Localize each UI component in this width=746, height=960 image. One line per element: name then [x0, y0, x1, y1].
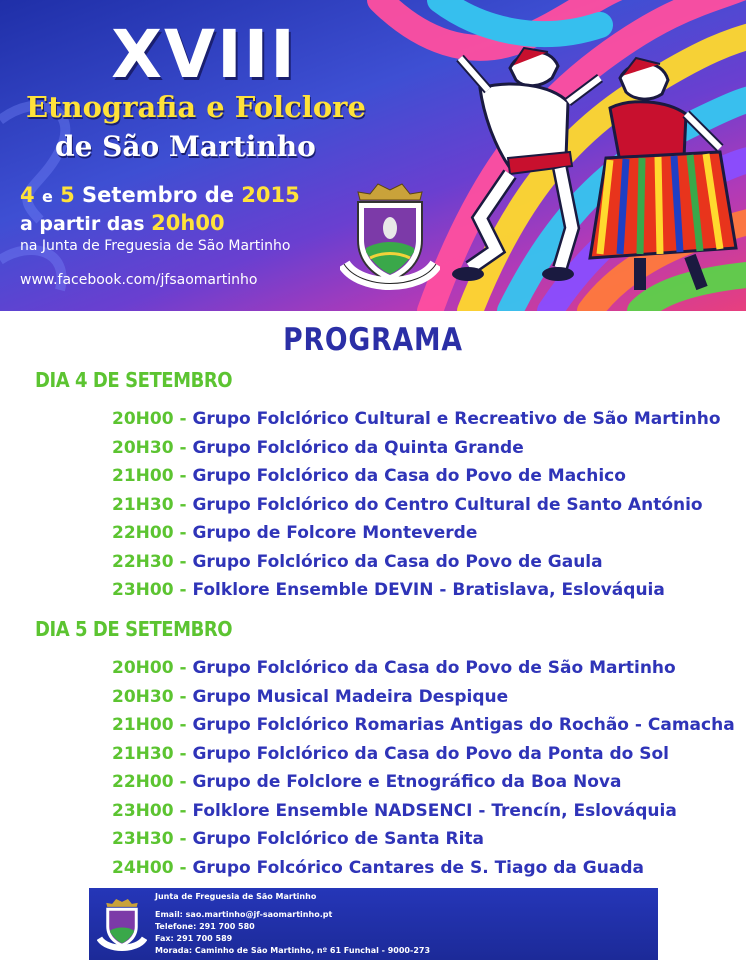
schedule-row [112, 495, 703, 515]
footer-email[interactable]: Email: sao.martinho@jf-saomartinho.pt [155, 910, 333, 919]
schedule-time: 22H30 - [112, 552, 187, 572]
schedule-time: 20H30 - [112, 438, 187, 458]
date-month: Setembro de [82, 183, 234, 207]
schedule-group: Grupo de Folclore e Etnográfico da Boa Nova [192, 772, 622, 792]
schedule-time: 22H00 - [112, 523, 187, 543]
schedule-row [112, 580, 665, 600]
schedule-group: Grupo Folclórico da Quinta Grande [192, 438, 524, 458]
event-dates [20, 183, 300, 207]
schedule-row [112, 744, 669, 764]
schedule-time: 24H00 - [112, 858, 187, 878]
event-title: Etnografia e Folclore [26, 90, 366, 124]
schedule-time: 23H00 - [112, 801, 187, 821]
schedule-row [112, 801, 677, 821]
schedule-group: Grupo Musical Madeira Despique [192, 687, 509, 707]
schedule-group: Grupo Folclórico Cultural e Recreativo de São Martinho [192, 409, 721, 429]
schedule-row [112, 438, 524, 458]
start-prefix: a partir das [20, 213, 145, 235]
schedule-time: 20H30 - [112, 687, 187, 707]
schedule-group: Grupo Folclórico da Casa do Povo de São Martinho [192, 658, 676, 678]
schedule-time: 21H00 - [112, 715, 187, 735]
schedule-row [112, 715, 735, 735]
parish-crest-icon [340, 178, 440, 296]
facebook-link[interactable]: www.facebook.com/jfsaomartinho [20, 272, 258, 288]
schedule-group: Folklore Ensemble DEVIN - Bratislava, Eslováquia [192, 580, 665, 600]
date-year: 2015 [241, 183, 300, 207]
schedule-group: Grupo Folclórico do Centro Cultural de Santo António [192, 495, 703, 515]
schedule-group: Grupo Folclórico da Casa do Povo de Gaula [192, 552, 603, 572]
schedule-group: Grupo Folcórico Cantares de S. Tiago da Guada [192, 858, 644, 878]
schedule-row [112, 552, 603, 572]
schedule-time: 21H30 - [112, 495, 187, 515]
schedule-row [112, 829, 484, 849]
schedule-group: Folklore Ensemble NADSENCI - Trencín, Eslováquia [192, 801, 677, 821]
contact-footer [89, 888, 658, 960]
schedule-row [112, 858, 644, 878]
schedule-time: 20H00 - [112, 409, 187, 429]
schedule-time: 22H00 - [112, 772, 187, 792]
date-connector: e [41, 187, 53, 206]
header-banner [0, 0, 746, 311]
footer-fax: Fax: 291 700 589 [155, 934, 233, 943]
schedule-group: Grupo Folclórico Romarias Antigas do Rochão - Camacha [192, 715, 735, 735]
schedule-time: 23H00 - [112, 580, 187, 600]
footer-org-name: Junta de Freguesia de São Martinho [155, 892, 317, 901]
parish-crest-small-icon [97, 896, 147, 954]
start-hour: 20h00 [151, 211, 225, 235]
programme-title: PROGRAMA [283, 322, 463, 358]
event-subtitle: de São Martinho [55, 130, 316, 163]
schedule-row [112, 687, 508, 707]
schedule-group: Grupo de Folcore Monteverde [192, 523, 478, 543]
schedule-row [112, 523, 477, 543]
day-heading: DIA 4 DE SETEMBRO [35, 368, 233, 392]
footer-phone: Telefone: 291 700 580 [155, 922, 255, 931]
schedule-group: Grupo Folclórico da Casa do Povo da Ponta do Sol [192, 744, 669, 764]
schedule-row [112, 409, 721, 429]
date-day-a: 4 [20, 183, 35, 207]
schedule-group: Grupo Folclórico da Casa do Povo de Machico [192, 466, 626, 486]
schedule-row [112, 772, 621, 792]
date-day-b: 5 [60, 183, 75, 207]
schedule-group: Grupo Folclórico de Santa Rita [192, 829, 485, 849]
schedule-time: 20H00 - [112, 658, 187, 678]
folk-dancers-illustration [440, 18, 746, 308]
schedule-time: 21H30 - [112, 744, 187, 764]
event-venue: na Junta de Freguesia de São Martinho [20, 238, 291, 254]
edition-number: XVIII [111, 16, 297, 93]
schedule-time: 21H00 - [112, 466, 187, 486]
schedule-row [112, 466, 626, 486]
schedule-time: 23H30 - [112, 829, 187, 849]
footer-address: Morada: Caminho de São Martinho, nº 61 Funchal - 9000-273 [155, 946, 431, 955]
day-heading: DIA 5 DE SETEMBRO [35, 617, 233, 641]
schedule-row [112, 658, 676, 678]
start-time [20, 211, 225, 235]
